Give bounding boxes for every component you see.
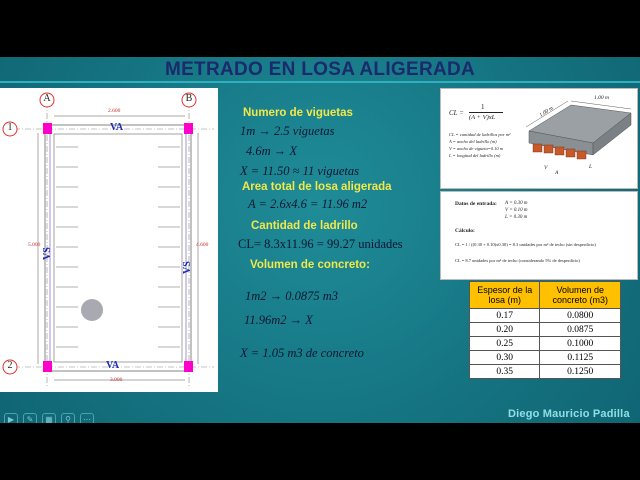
- pointer-cursor-icon: [81, 299, 103, 321]
- table-cell: 0.35: [470, 365, 540, 379]
- column-b2: [184, 361, 193, 372]
- heading-concreto: Volumen de concreto:: [250, 259, 370, 271]
- definition-cl: CL = cantidad de ladrillos por m²: [449, 132, 511, 137]
- calc-line-5: CL= 8.3x11.96 = 99.27 unidades: [238, 237, 403, 251]
- table-cell: 0.25: [470, 337, 540, 351]
- table-row: [470, 309, 621, 323]
- concrete-volume-table: [469, 281, 621, 379]
- table-cell: 0.1000: [540, 337, 621, 351]
- column-a1: [43, 123, 52, 134]
- calc-line-4: A = 2.6x4.6 = 11.96 m2: [248, 197, 368, 211]
- calc-result-1: CL = 1 / ((0.30 + 0.10)x0.30) = 8.3 unidades por m² de techo (sin desperdicio): [455, 242, 596, 247]
- table-header-thickness: Espesor de la losa (m): [470, 282, 540, 309]
- slides-icon[interactable]: ▦: [42, 413, 56, 423]
- table-row: [470, 351, 621, 365]
- calc-title: Cálculo:: [455, 228, 475, 234]
- table-cell: 0.1250: [540, 365, 621, 379]
- label-a: A: [555, 170, 559, 176]
- dimension-bottom: 3.000: [110, 377, 123, 383]
- column-a2: [43, 361, 52, 372]
- table-row: [470, 365, 621, 379]
- label-v: V: [544, 165, 548, 171]
- calc-line-2: 4.6m → X: [246, 144, 298, 158]
- beam-label-left: VS: [42, 247, 53, 260]
- axis-label-2: 2: [7, 360, 13, 371]
- letterbox-top: [0, 0, 640, 57]
- calc-line-7: 11.96m2 → X: [244, 313, 313, 327]
- table-header-volume: Volumen de concreto (m3): [540, 282, 621, 309]
- floor-plan-drawing: [0, 88, 218, 392]
- dimension-top: 2.600: [108, 108, 121, 114]
- more-icon[interactable]: ⋯: [80, 413, 94, 423]
- table-cell: 0.30: [470, 351, 540, 365]
- table-row: [470, 337, 621, 351]
- floor-plan: [0, 88, 218, 392]
- dimension-right: 4.600: [196, 242, 209, 248]
- table-cell: 0.0800: [540, 309, 621, 323]
- letterbox-bottom: [0, 423, 640, 480]
- formula-cl-label: CL =: [449, 109, 464, 117]
- dimension-left-1m: 1.00 m: [538, 105, 555, 119]
- input-l: L = 0.30 m: [505, 215, 528, 220]
- table-cell: 0.20: [470, 323, 540, 337]
- calc-line-3: X = 11.50 ≈ 11 viguetas: [240, 164, 359, 178]
- input-data-title: Datos de entrada:: [455, 201, 497, 207]
- heading-viguetas: Numero de viguetas: [243, 107, 353, 119]
- zoom-icon[interactable]: ⚲: [61, 413, 75, 423]
- beam-label-right: VS: [182, 261, 193, 274]
- input-data-figure: [440, 191, 638, 280]
- axis-label-a: A: [43, 93, 51, 104]
- dimension-left: 5.000: [28, 242, 41, 248]
- heading-area: Area total de losa aligerada: [242, 181, 392, 193]
- calc-result-2: CL = 8.7 unidades por m² de techo (considerando 5% de desperdicio): [455, 258, 580, 263]
- beam-label-top: VA: [110, 122, 124, 133]
- dimension-top-1m: 1.00 m: [594, 95, 609, 101]
- heading-ladrillo: Cantidad de ladrillo: [251, 220, 358, 232]
- input-a: A = 0.30 m: [505, 201, 528, 206]
- table-cell: 0.0875: [540, 323, 621, 337]
- slab-3d-drawing: [441, 89, 637, 188]
- formula-numerator: 1: [481, 103, 485, 111]
- calc-line-6: 1m2 → 0.0875 m3: [245, 289, 339, 303]
- pen-icon[interactable]: ✎: [23, 413, 37, 423]
- table-row: [470, 323, 621, 337]
- table-cell: 0.1125: [540, 351, 621, 365]
- formula-denominator: (A + V)xL: [469, 114, 496, 121]
- definition-a: A = ancho del ladrillo (m): [449, 139, 497, 144]
- definition-l: L = longitud del ladrillo (m): [449, 153, 501, 158]
- author-credit: Diego Mauricio Padilla: [508, 408, 630, 420]
- input-v: V = 0.10 m: [505, 208, 528, 213]
- definition-v: V = ancho de vigueta=0.10 m: [449, 146, 503, 151]
- table-cell: 0.17: [470, 309, 540, 323]
- play-icon[interactable]: ▶: [4, 413, 18, 423]
- axis-label-b: B: [185, 93, 193, 104]
- brick-formula-figure: [440, 88, 638, 189]
- slide-title: METRADO EN LOSA ALIGERADA: [164, 59, 476, 80]
- slide: [0, 57, 640, 423]
- calc-line-1: 1m → 2.5 viguetas: [240, 124, 335, 138]
- column-b1: [184, 123, 193, 134]
- label-l: L: [589, 164, 593, 170]
- title-underline: [0, 81, 640, 83]
- beam-label-bottom: VA: [106, 360, 120, 371]
- calc-line-8: X = 1.05 m3 de concreto: [240, 346, 364, 360]
- axis-label-1: 1: [7, 122, 13, 133]
